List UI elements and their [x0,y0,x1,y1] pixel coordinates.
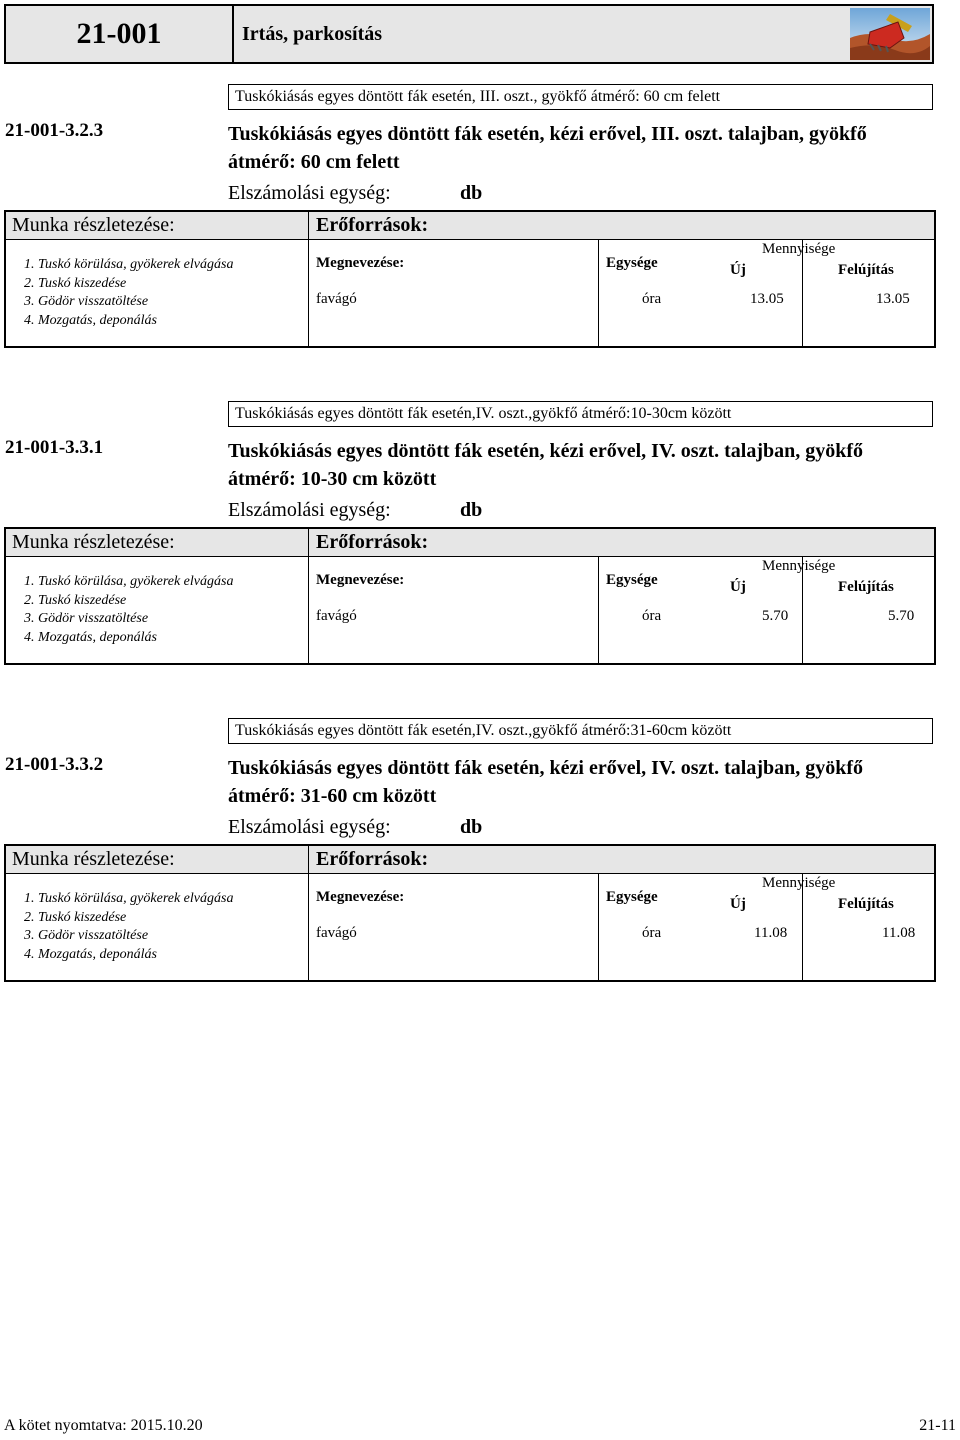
work-step: 1. Tuskó körülása, gyökerek elvágása [24,891,234,906]
resource-name: favágó [316,925,357,941]
work-step: 2. Tuskó kiszedése [24,592,127,608]
work-step: 3. Gödör visszatöltése [24,928,149,943]
chapter-header [4,4,934,64]
work-step: 1. Tuskó körülása, gyökerek elvágása [24,574,234,589]
unit-label: Elszámolási egység: [228,499,391,521]
resources-heading: Erőforrások: [316,531,429,553]
unit-column-header: Egysége [606,572,658,588]
unit-label: Elszámolási egység: [228,816,391,838]
column-divider [598,873,599,980]
section-short-title: Tuskókiásás egyes döntött fák esetén,IV. oszt.,gyökfő átmérő:10-30cm között [228,401,933,427]
quantity-new: 11.08 [754,925,788,941]
work-steps-list [24,573,233,647]
work-step: 2. Tuskó kiszedése [24,909,127,925]
item-title [228,437,948,493]
work-step: 4. Mozgatás, deponálás [24,946,157,962]
work-step: 4. Mozgatás, deponálás [24,312,157,328]
item-title-line-1: Tuskókiásás egyes döntött fák esetén, kézi erővel, IV. oszt. talajban, gyökfő [228,757,864,779]
column-divider [598,556,599,663]
column-divider [598,239,599,346]
item-section-3 [0,718,960,1008]
resource-unit: óra [642,291,662,307]
unit-column-header: Egysége [606,889,658,905]
quantity-column-header: Mennyisége [762,558,836,574]
unit-column-header: Egysége [606,255,658,271]
new-column-header: Új [730,896,746,912]
quantity-renovation: 5.70 [888,608,915,624]
work-step: 1. Tuskó körülása, gyökerek elvágása [24,257,234,272]
resource-name: favágó [316,291,357,307]
quantity-new: 5.70 [762,608,789,624]
name-column-header: Megnevezése: [316,889,405,905]
item-code: 21-001-3.3.1 [5,437,104,458]
item-title [228,120,948,176]
resources-heading: Erőforrások: [316,214,429,236]
work-details-heading: Munka részletezése: [12,848,175,870]
quantity-renovation: 11.08 [882,925,916,941]
quantity-renovation: 13.05 [876,291,910,307]
resource-table [4,527,936,665]
item-code: 21-001-3.2.3 [5,120,104,141]
unit-value: db [460,816,483,838]
name-column-header: Megnevezése: [316,572,405,588]
column-divider [308,846,309,980]
item-title-line-2: átmérő: 10-30 cm között [228,468,437,490]
work-step: 2. Tuskó kiszedése [24,275,127,291]
quantity-column-header: Mennyisége [762,241,836,257]
renovation-column-header: Felújítás [838,896,894,912]
resources-heading: Erőforrások: [316,848,429,870]
item-title-line-1: Tuskókiásás egyes döntött fák esetén, kézi erővel, III. oszt. talajban, gyökfő [228,123,867,145]
resource-name: favágó [316,608,357,624]
new-column-header: Új [730,579,746,595]
section-short-title: Tuskókiásás egyes döntött fák esetén,IV. oszt.,gyökfő átmérő:31-60cm között [228,718,933,744]
unit-label: Elszámolási egység: [228,182,391,204]
work-steps-list [24,890,233,964]
renovation-column-header: Felújítás [838,262,894,278]
work-step: 4. Mozgatás, deponálás [24,629,157,645]
resource-unit: óra [642,608,662,624]
new-column-header: Új [730,262,746,278]
item-section-2 [0,401,960,691]
resource-table [4,844,936,982]
column-divider [308,212,309,346]
item-title-line-2: átmérő: 31-60 cm között [228,785,437,807]
quantity-column-header: Mennyisége [762,875,836,891]
unit-value: db [460,499,483,521]
resource-table [4,210,936,348]
resource-unit: óra [642,925,662,941]
chapter-title: Irtás, parkosítás [242,23,383,45]
item-section-1 [0,84,960,374]
item-title-line-2: átmérő: 60 cm felett [228,151,400,173]
work-step: 3. Gödör visszatöltése [24,294,149,309]
page-number: 21-11 [919,1417,956,1434]
item-title-line-1: Tuskókiásás egyes döntött fák esetén, kézi erővel, IV. oszt. talajban, gyökfő [228,440,864,462]
item-code: 21-001-3.3.2 [5,754,104,775]
work-step: 3. Gödör visszatöltése [24,611,149,626]
quantity-new: 13.05 [750,291,784,307]
renovation-column-header: Felújítás [838,579,894,595]
chapter-code: 21-001 [6,6,234,62]
print-date: A kötet nyomtatva: 2015.10.20 [4,1417,203,1434]
column-divider [308,529,309,663]
name-column-header: Megnevezése: [316,255,405,271]
item-title [228,754,948,810]
excavator-bucket-icon [850,8,930,60]
work-details-heading: Munka részletezése: [12,214,175,236]
unit-value: db [460,182,483,204]
section-short-title: Tuskókiásás egyes döntött fák esetén, III. oszt., gyökfő átmérő: 60 cm felett [228,84,933,110]
work-steps-list [24,256,233,330]
work-details-heading: Munka részletezése: [12,531,175,553]
